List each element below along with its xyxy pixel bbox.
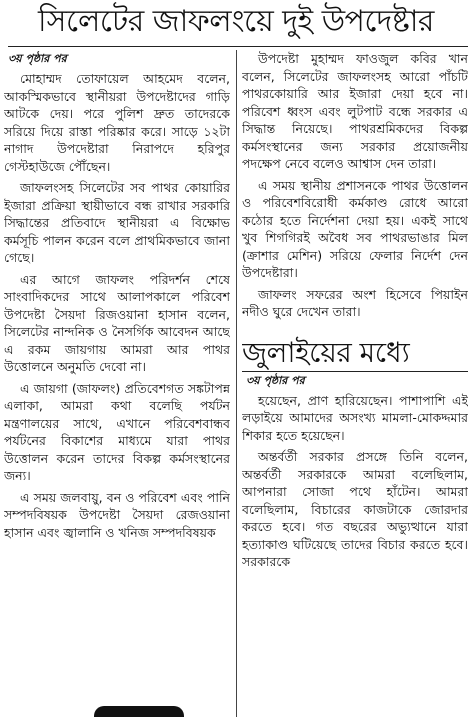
paragraph: এ সময় জলবায়ু, বন ও পরিবেশ এবং পানি সম্পদবিষয়ক উপদেষ্টা সৈয়দা রেজওয়ানা হাসান এবং জ্বালানি ও খনিজ সম্পদবিষয়ক [4, 489, 230, 540]
paragraph: এর আগে জাফলং পরিদর্শন শেষে সাংবাদিকদের সাথে আলাপকালে পরিবেশ উপদেষ্টা সৈয়দা রিজওয়ানা হাসান বলেন, সিলেটের নান্দনিক ও নৈসর্গিক আবেদন আছে এ রকম জায়গায় আমরা আর পাথর উত্তোলনে অনুমতি দেবো না। [4, 271, 230, 374]
headline: সিলেটের জাফলংয়ে দুই উপদেষ্টার [38, 4, 434, 39]
paragraph: মোহাম্মদ তোফায়েল আহমেদ বলেন, আকস্মিকভাবে স্থানীয়রা উপদেষ্টাদের গাড়ি আটকে দেয়। পরে পুলিশ দ্রুত তাদেরকে সরিয়ে দিয়ে রাস্তা পরিষ্কার করে। সাড়ে ১২টা নাগাদ উপদেষ্টারা নিরাপদে হরিপুর গেস্টহাউজে পৌঁছেন। [4, 71, 230, 174]
paragraph: এ সময় স্থানীয় প্রশাসনকে পাথর উত্তোলন ও পরিবেশবিরোধী কর্মকাণ্ড রোধে আরো কঠোর হতে নির্দেশনা দেয়া হয়। একই সাথে খুব শিগগিরই অবৈধ সব পাথরভাঙার মিল (ক্রাশার মেশিন) সরিয়ে ফেলার নির্দেশ দেন উপদেষ্টারা। [242, 177, 468, 280]
continued-label: ৩য় পৃষ্ঠার পর [246, 373, 305, 387]
page-bottom-graphic [94, 706, 184, 717]
headline-rule [8, 46, 468, 47]
right-column [242, 50, 468, 717]
continued-label: ৩য় পৃষ্ঠার পর [8, 52, 67, 65]
paragraph: হয়েছেন, প্রাণ হারিয়েছেন। পাশাপাশি এই লড়াইয়ে আমাদের অসংখ্য মামলা-মোকদ্দমার শিকার হতে হয়েছেন। [242, 392, 468, 443]
paragraph: উপদেষ্টা মুহাম্মদ ফাওজুল কবির খান বলেন, সিলেটের জাফলংসহ আরো পাঁচটি পাথরকোয়ারি আর ইজারা দেয়া হবে না। পরিবেশ ধ্বংস এবং লুটপাট বন্ধে সরকার এ সিদ্ধান্ত নিয়েছে। পাথরশ্রমিকদের বিকল্প কর্মসংস্থানের জন্য সরকার প্রয়োজনীয় পদক্ষেপ নেবে বলেও আশ্বাস দেন তারা। [242, 51, 468, 171]
paragraph: অন্তর্বর্তী সরকার প্রসঙ্গে তিনি বলেন, অন্তর্বর্তী সরকারকে আমরা বলেছিলাম, আপনারা সোজা পথে হাঁটেন। আমরা বলেছিলাম, বিচারের কাজটাকে জোরদার করতে হবে। গত বছরের অভ্যুত্থানে যারা হত্যাকাণ্ড ঘটিয়েছে তাদের বিচার করতে হবে। সরকারকে [242, 449, 468, 569]
sub-headline: জুলাইয়ের মধ্যে [242, 335, 410, 369]
paragraph: জাফলংসহ সিলেটের সব পাথর কোয়ারির ইজারা প্রক্রিয়া স্থায়ীভাবে বন্ধ রাখার সরকারি সিদ্ধান্তের প্রতিবাদে স্থানীয়রা এ বিক্ষোভ কর্মসূচি পালন করেন বলে প্রাথমিকভাবে জানা গেছে। [4, 180, 230, 265]
sub-headline-rule [242, 371, 468, 372]
paragraph: জাফলং সফরের অংশ হিসেবে পিয়াইন নদীও ঘুরে দেখেন তারা। [242, 286, 468, 319]
left-column [4, 50, 230, 717]
column-divider [236, 50, 237, 717]
paragraph: এ জায়গা (জাফলং) প্রতিবেশগত সঙ্কটাপন্ন এলাকা, আমরা কথা বলেছি পর্যটন মন্ত্রণালয়ের সাথে, এখানে পরিবেশবান্ধব পর্যটনের বিকাশের মাধ্যমে যারা পাথর উত্তোলন করেন তাদের বিকল্প কর্মসংস্থানের জন্য। [4, 380, 230, 483]
